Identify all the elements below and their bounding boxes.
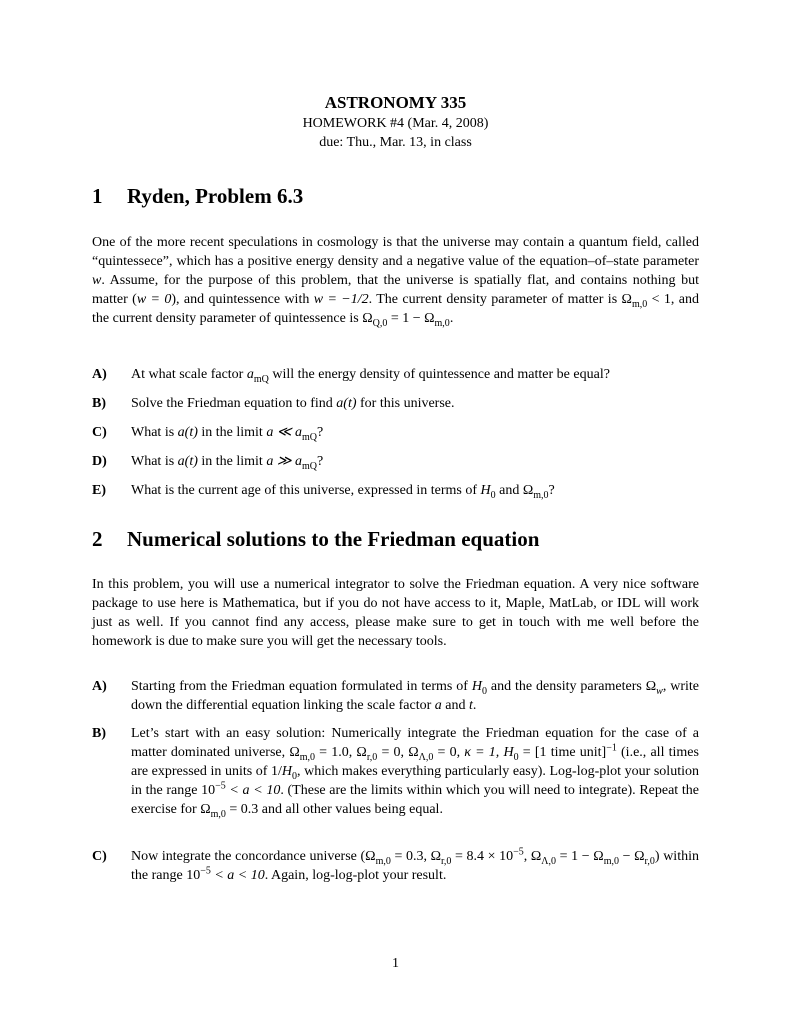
list-item (92, 452, 699, 471)
math: H (281, 764, 293, 779)
math-sub: mQ (253, 373, 269, 385)
math-rel: = 1 − Ω (387, 311, 435, 326)
math-w0: w = 0 (136, 292, 172, 307)
math-sub: m,0 (299, 751, 315, 763)
list-item (92, 481, 699, 500)
math-sub: w (656, 685, 663, 697)
list-item (92, 677, 699, 715)
math-sub: Λ,0 (541, 855, 557, 867)
item-text: and Ω (495, 483, 534, 498)
math: H (503, 745, 514, 760)
math-sub: r,0 (644, 855, 655, 867)
item-text: Let’s start with an easy solution: Numerically integrate the Friedman equation for the case of a matter dominated universe, (131, 726, 699, 760)
item-label: E) (92, 483, 106, 498)
math-sup: −5 (200, 865, 211, 877)
list-item (92, 724, 699, 819)
item-text: . (472, 698, 477, 713)
math: Ω (289, 745, 300, 760)
item-label: A) (92, 679, 107, 694)
section-1-number: 1 (92, 184, 103, 208)
math-omega: Ω (621, 292, 632, 307)
math-sub: mQ (301, 431, 317, 443)
section-2-heading (92, 526, 539, 552)
math-sup: −5 (215, 780, 226, 792)
math: Ω (365, 849, 376, 864)
math: t (468, 698, 473, 713)
item-label: D) (92, 454, 107, 469)
math: Ω (530, 849, 542, 864)
math: Ω (356, 745, 367, 760)
math-sub: m,0 (434, 317, 450, 329)
math: = [1 time unit] (518, 745, 607, 760)
item-text: ) within the range (131, 849, 699, 883)
section-1-intro (92, 233, 699, 328)
section-2-title: Numerical solutions to the Friedman equation (127, 527, 540, 551)
item-text: and (441, 698, 469, 713)
item-text: . (These are the limits within which you will need to integrate). Repeat the exercise for (131, 783, 699, 817)
math-sub: 0 (292, 770, 298, 782)
item-label: B) (92, 396, 106, 411)
item-text: will the energy density of quintessence and matter be equal? (268, 367, 610, 382)
item-text: Now integrate the concordance universe ( (131, 849, 366, 864)
math: Ω (200, 802, 211, 817)
section-1-heading (92, 183, 303, 209)
section-2-intro: In this problem, you will use a numerical integrator to solve the Friedman equation. A very nice software package to use here is Mathematica, but if you do not have access to it, Maple, MatLab, or IDL will work just as well. If you cannot find any access, please make sure to get in touch with me well before the homework is due to make sure you will get the necessary tools. (92, 577, 699, 649)
math: Ω (408, 745, 419, 760)
math: = 0.3, (390, 849, 431, 864)
item-text: for this universe. (356, 396, 455, 411)
math-w: w (92, 273, 102, 288)
item-text: in the limit (197, 425, 267, 440)
math: 10 (201, 783, 216, 798)
math-sub: r,0 (440, 855, 452, 867)
math: = 0, (433, 745, 465, 760)
math: < a < 10 (210, 868, 265, 883)
item-label: B) (92, 726, 106, 741)
math: a(t) (336, 396, 357, 411)
course-title: ASTRONOMY 335 (324, 93, 467, 112)
math: = 1.0, (315, 745, 357, 760)
math-sub: m,0 (533, 489, 549, 501)
math: a(t) (177, 454, 198, 469)
section-2-number: 2 (92, 527, 103, 551)
item-text: Solve the Friedman equation to find (131, 396, 337, 411)
math-sup: −5 (513, 846, 524, 858)
math: H (480, 483, 491, 498)
item-text: What is the current age of this universe, expressed in terms of (131, 483, 481, 498)
section-1-title: Ryden, Problem 6.3 (127, 184, 304, 208)
math: H (471, 679, 482, 694)
math: = 8.4 × 10 (451, 849, 514, 864)
math: < a < 10 (225, 783, 281, 798)
math: a (246, 367, 254, 382)
math: = 0, (377, 745, 409, 760)
math-omega: Ω (362, 311, 373, 326)
math: Ω (430, 849, 441, 864)
item-text: ? (316, 454, 324, 469)
math: = 1 − Ω (556, 849, 604, 864)
item-text: . Again, log-log-plot your result. (264, 868, 447, 883)
intro-text: ), and quintessence with (171, 292, 314, 307)
math-sup: −1 (606, 742, 617, 754)
math-wq: w = −1/2 (313, 292, 369, 307)
math-sub: m,0 (210, 808, 226, 820)
math: − Ω (618, 849, 645, 864)
intro-text: One of the more recent speculations in cosmology is that the universe may contain a quantum field, called “quintessece”, which has a positive energy density and a negative value of the equation–of–state parameter (92, 235, 699, 269)
math: a(t) (177, 425, 198, 440)
math-sub: m,0 (375, 855, 391, 867)
list-item (92, 847, 699, 885)
math-sub: m,0 (603, 855, 619, 867)
math: a ≫ a (266, 454, 302, 469)
math: Ω (645, 679, 657, 694)
item-text: ? (548, 483, 555, 498)
item-text: , write down the differential equation linking the scale factor (131, 679, 700, 713)
item-text: ? (316, 425, 324, 440)
homework-line: HOMEWORK #4 (Mar. 4, 2008) (302, 116, 489, 131)
intro-text: . (449, 311, 454, 326)
item-text: At what scale factor (131, 367, 247, 382)
math-sub: 0 (490, 489, 496, 501)
math: a (434, 698, 442, 713)
item-text: and all other values being equal. (258, 802, 443, 817)
math-sub: 0 (513, 751, 519, 763)
math-sub: mQ (301, 460, 317, 472)
item-text: in the limit (197, 454, 267, 469)
intro-text: , and the current density parameter of quintessence is (92, 292, 699, 326)
math: a ≪ a (266, 425, 302, 440)
list-item (92, 394, 699, 413)
item-label: A) (92, 367, 107, 382)
item-label: C) (92, 425, 107, 440)
math-sub: r,0 (366, 751, 378, 763)
list-item (92, 365, 699, 384)
intro-text: . The current density parameter of matter is (368, 292, 622, 307)
page-number: 1 (392, 956, 399, 971)
item-text: (i.e., all times are expressed in units of 1/ (131, 745, 699, 779)
item-text: and the density parameters (486, 679, 646, 694)
intro-text: . Assume, for the purpose of this problem, that the universe is spatially flat, and contains nothing but matter ( (92, 273, 699, 307)
math-sub: Λ,0 (418, 751, 434, 763)
due-line: due: Thu., Mar. 13, in class (319, 135, 472, 150)
item-text: What is (131, 425, 178, 440)
item-text: What is (131, 454, 178, 469)
math-rel: < 1 (647, 292, 671, 307)
math-sub: 0 (481, 685, 487, 697)
math-sub: m,0 (631, 298, 648, 310)
header (0, 92, 791, 152)
item-text: , which makes everything particularly easy). Log-log-plot your solution in the range (131, 764, 699, 798)
item-text: Starting from the Friedman equation formulated in terms of (131, 679, 472, 694)
math: κ = 1, (464, 745, 504, 760)
math: = 0.3 (225, 802, 259, 817)
math: , (523, 849, 531, 864)
item-label: C) (92, 849, 107, 864)
list-item (92, 423, 699, 442)
math: 10 (186, 868, 201, 883)
math-sub: Q,0 (372, 317, 388, 329)
